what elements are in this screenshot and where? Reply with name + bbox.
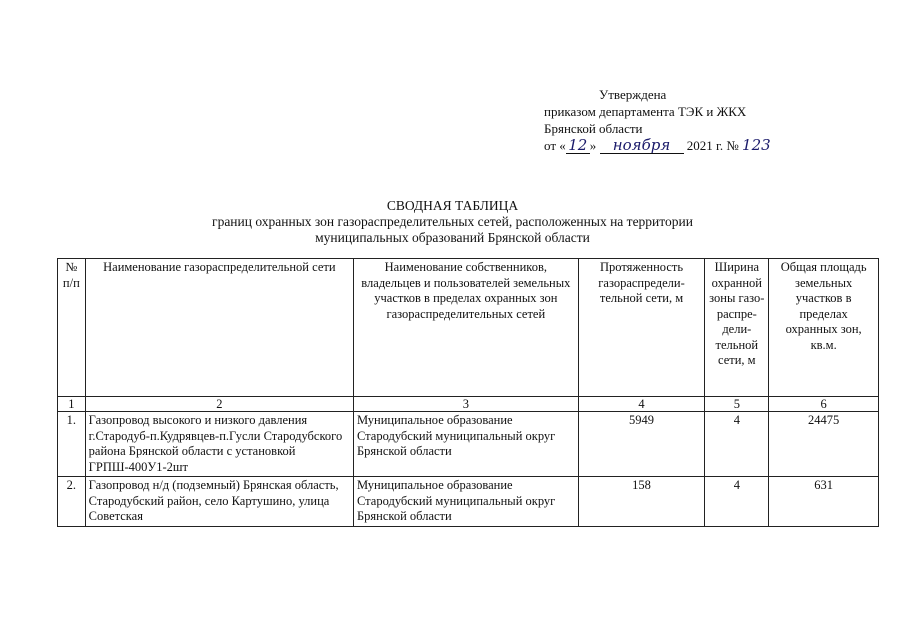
order-number-handwritten: 123	[742, 136, 771, 154]
header-owners: Наименование собственников, владельцев и пользователей земельных участков в пределах охранных зон газораспределительных сетей	[354, 259, 579, 397]
column-number: 1	[58, 397, 86, 412]
header-network-name: Наименование газораспределительной сети	[85, 259, 353, 397]
document-title: СВОДНАЯ ТАБЛИЦА	[386, 198, 519, 213]
row-length: 5949	[578, 412, 705, 477]
header-zone-width: Ширина охранной зоны газо-распре-дели-тельной сети, м	[705, 259, 769, 397]
date-day-handwritten: 12	[566, 138, 590, 154]
row-number: 1.	[58, 412, 86, 477]
row-owner: Муниципальное образование Стародубский муниципальный округ Брянской области	[354, 412, 579, 477]
approval-line-2: Брянской области	[544, 121, 643, 136]
row-owner: Муниципальное образование Стародубский муниципальный округ Брянской области	[354, 477, 579, 527]
header-total-area: Общая площадь земельных участков в пределах охранных зон, кв.м.	[769, 259, 879, 397]
approval-block	[544, 86, 864, 154]
column-number: 5	[705, 397, 769, 412]
column-number-row	[58, 397, 879, 412]
row-network-name: Газопровод н/д (подземный) Брянская область, Стародубский район, село Картушино, улица Советская	[85, 477, 353, 527]
table-row	[58, 477, 879, 527]
approval-date-line	[544, 137, 864, 154]
document-subtitle-line-1: границ охранных зон газораспределительных сетей, расположенных на территории	[212, 214, 693, 229]
header-length: Протяженность газораспредели-тельной сети, м	[578, 259, 705, 397]
row-zone-width: 4	[705, 477, 769, 527]
approval-title: Утверждена	[599, 87, 667, 102]
summary-table	[57, 258, 879, 527]
row-total-area: 631	[769, 477, 879, 527]
row-total-area: 24475	[769, 412, 879, 477]
number-label: №	[726, 138, 739, 153]
header-number: № п/п	[58, 259, 86, 397]
row-number: 2.	[58, 477, 86, 527]
row-zone-width: 4	[705, 412, 769, 477]
table-header-row	[58, 259, 879, 397]
column-number: 3	[354, 397, 579, 412]
row-network-name: Газопровод высокого и низкого давления г.Стародуб-п.Кудрявцев-п.Гусли Стародубского района Брянской области с установкой ГРПШ-400У1-2шт	[85, 412, 353, 477]
approval-line-1: приказом департамента ТЭК и ЖКХ	[544, 104, 747, 119]
date-mid: »	[589, 138, 597, 153]
column-number: 6	[769, 397, 879, 412]
column-number: 4	[578, 397, 705, 412]
table-row	[58, 412, 879, 477]
date-month-handwritten: ноября	[600, 138, 684, 154]
date-prefix: от «	[544, 138, 566, 153]
row-length: 158	[578, 477, 705, 527]
date-year: 2021 г.	[686, 138, 724, 153]
document-subtitle-line-2: муниципальных образований Брянской области	[315, 230, 590, 245]
column-number: 2	[85, 397, 353, 412]
